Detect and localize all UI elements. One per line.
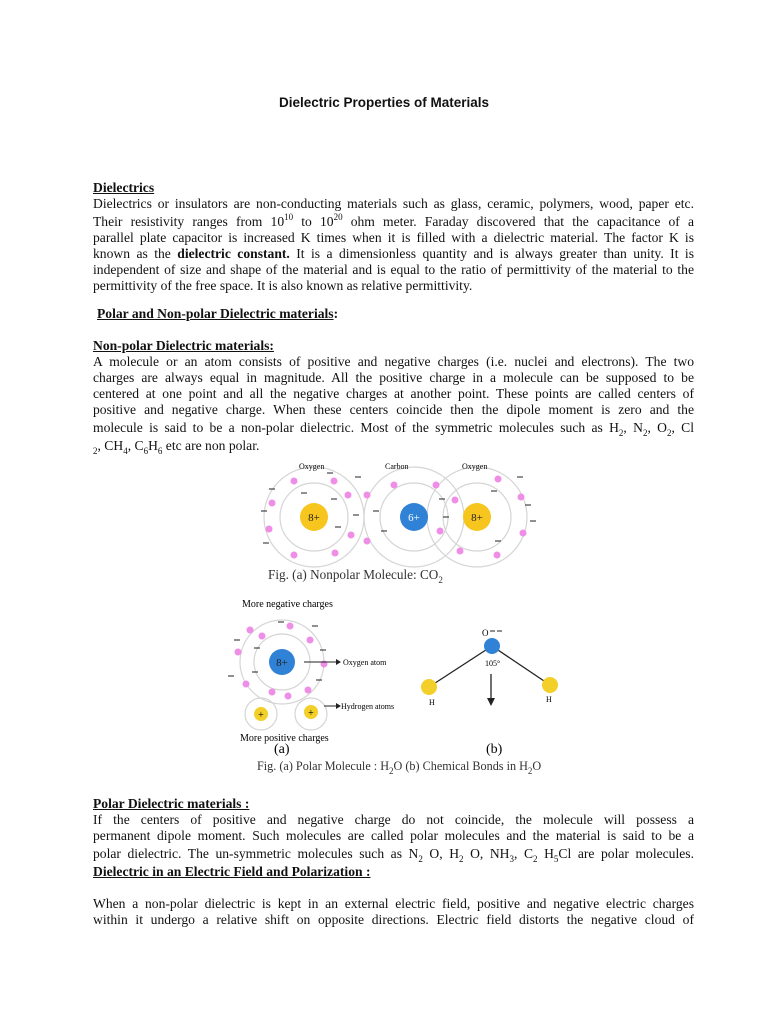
bond-o-label: O: [482, 628, 489, 638]
polar-line-3: polar dielectric. The un-symmetric molecules such as $N_2$ O, $H_2$ O, $NH_3$, $C_2$ $H_5Cl$ are polar molecules.: [93, 846, 694, 864]
dielectrics-line-5: independent of size and shape of the material and is equal to the ratio of permittivity of the material to the: [93, 262, 694, 277]
figure-label-a: (a): [274, 742, 290, 757]
bond-h-left-label: H: [429, 698, 435, 707]
nonpolar-section: [93, 338, 694, 454]
h2o-caption: Fig. (a) Polar Molecule : $H_2O$ (b) Chemical Bonds in $H_2O$: [257, 759, 542, 776]
oxygen-left-label: Oxygen: [299, 462, 325, 471]
polar-nonpolar-heading: Polar and Non-polar Dielectric materials:: [97, 306, 339, 321]
co2-caption: Fig. (a) Nonpolar Molecule: $CO_2$: [268, 567, 443, 585]
dielectrics-line-4: known as the dielectric constant. It is a dimensionless quantity and is always greater than unity. It is: [93, 246, 694, 261]
nonpolar-line-6: $_2$, $CH_4$, $C_6H_6$ etc are non polar.: [93, 438, 260, 456]
nonpolar-heading: Non-polar Dielectric materials:: [93, 338, 274, 353]
h2o-oxygen-charge: 8+: [276, 657, 288, 669]
dielectrics-line-2: Their resistivity ranges from $10^{10}$ to $10^{20}$ ohm meter. Faraday discovered that the capacitance of a: [93, 212, 694, 229]
co2-negative-marks: [261, 473, 536, 543]
oxygen-left-charge: 8+: [308, 512, 320, 524]
carbon-charge: 6+: [408, 512, 420, 524]
oxygen-atom-label: Oxygen atom: [343, 658, 387, 667]
dielectric-constant-term: dielectric constant.: [177, 246, 290, 261]
oxygen-right-label: Oxygen: [462, 462, 488, 471]
polar-line-1: If the centers of positive and negative charge do not coincide, the molecule will possess a: [93, 812, 694, 827]
bond-hydrogen-right: [542, 677, 558, 693]
figure-label-b: (b): [486, 742, 503, 757]
hydrogen-left-plus: +: [258, 710, 264, 721]
polar-line-2: permanent dipole moment. Such molecules are called polar molecules and the material is said to be a: [93, 828, 694, 843]
bond-hydrogen-left: [421, 679, 437, 695]
nonpolar-line-2: charges are always equal in magnitude. All the positive charge in a molecule can be supposed to be: [93, 370, 694, 385]
oxygen-right-charge: 8+: [471, 512, 483, 524]
dielectrics-line-1: Dielectrics or insulators are non-conducting materials such as glass, ceramic, polymers, wood, paper etc.: [93, 196, 694, 211]
page-title: Dielectric Properties of Materials: [278, 95, 490, 110]
more-positive-label: More positive charges: [240, 733, 329, 744]
dipole-arrow: [487, 698, 495, 706]
nonpolar-line-5: molecule is said to be a non-polar dielectric. Most of the symmetric molecules such as $H_2$, $N_2$, $O_2$, Cl: [93, 420, 694, 438]
polar-heading: Polar Dielectric materials :: [93, 796, 250, 811]
efield-line-2: within it undergo a relative shift on opposite directions. Electric field distorts the negative cloud of: [93, 912, 694, 927]
h2o-figure: [228, 592, 568, 757]
carbon-label: Carbon: [385, 462, 409, 471]
efield-heading: Dielectric in an Electric Field and Polarization :: [93, 864, 371, 879]
polar-section: [93, 796, 694, 880]
dielectrics-heading: Dielectrics: [93, 180, 155, 195]
dielectrics-line-6: permittivity of the free space. It is also known as relative permittivity.: [93, 278, 473, 293]
dielectrics-line-3: parallel plate capacitor is increased K times when it is filled with a dielectric material. The factor K is: [93, 230, 694, 245]
more-negative-label: More negative charges: [242, 599, 333, 610]
hydrogen-atoms-label: Hydrogen atoms: [341, 702, 395, 711]
bond-h-right-label: H: [546, 695, 552, 704]
nonpolar-line-3: centered at one point and all the negative charges at another point. These points are called centers of: [93, 386, 694, 401]
efield-line-1: When a non-polar dielectric is kept in an external electric field, positive and negative electric charges: [93, 896, 694, 911]
nonpolar-line-1: A molecule or an atom consists of positive and negative charges (i.e. nuclei and electrons). The two: [93, 354, 694, 369]
efield-section: [93, 896, 694, 928]
hydrogen-right-plus: +: [308, 708, 314, 719]
nonpolar-line-4: positive and negative charge. When these centers coincide then the dipole moment is zero and the: [93, 402, 694, 417]
bond-oxygen-atom: [484, 638, 500, 654]
bond-angle-label: 105°: [485, 659, 501, 668]
dielectrics-section: [93, 180, 694, 294]
